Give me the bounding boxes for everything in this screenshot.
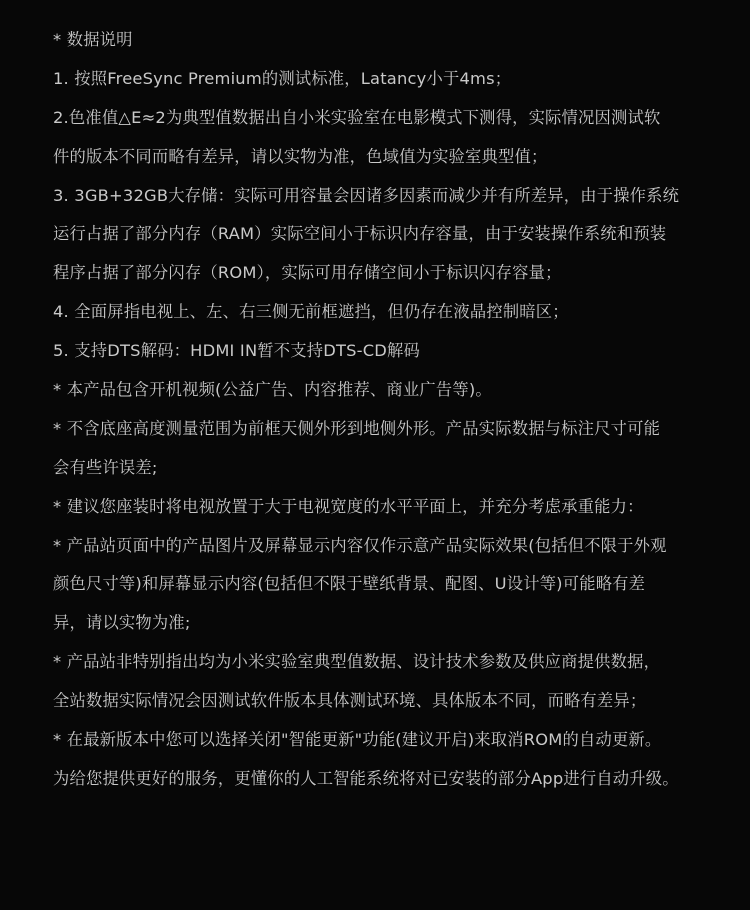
- note-line: 件的版本不同而略有差异，请以实物为准，色域值为实验室典型值；: [53, 146, 548, 166]
- note-line: 3. 3GB+32GB大存储：实际可用容量会因诸多因素而减少并有所差异，由于操作系统: [53, 185, 680, 205]
- note-line: 程序占据了部分闪存（ROM），实际可用存储空间小于标识闪存容量；: [53, 263, 562, 283]
- data-notes-document: [53, 26, 713, 804]
- note-line: 5. 支持DTS解码：HDMI IN暂不支持DTS-CD解码: [53, 341, 421, 361]
- note-line: * 产品站非特别指出均为小米实验室典型值数据、设计技术参数及供应商提供数据，: [53, 652, 661, 672]
- note-line: 4. 全面屏指电视上、左、右三侧无前框遮挡，但仍存在液晶控制暗区；: [53, 302, 569, 322]
- note-line: * 不含底座高度测量范围为前框天侧外形到地侧外形。产品实际数据与标注尺寸可能: [53, 418, 661, 438]
- note-line: 运行占据了部分内存（RAM）实际空间小于标识内存容量，由于安装操作系统和预装: [53, 224, 667, 244]
- note-line: 颜色尺寸等)和屏幕显示内容(包括但不限于壁纸背景、配图、U设计等)可能略有差: [53, 574, 646, 594]
- note-line: 会有些许误差;: [53, 457, 158, 477]
- note-line: 1. 按照FreeSync Premium的测试标准，Latancy小于4ms；: [53, 68, 512, 88]
- note-line: 为给您提供更好的服务，更懂你的人工智能系统将对已安装的部分App进行自动升级。: [53, 768, 679, 788]
- note-line: 全站数据实际情况会因测试软件版本具体测试环境、具体版本不同，而略有差异；: [53, 691, 647, 711]
- notes-heading: * 数据说明: [53, 30, 133, 49]
- note-line: * 建议您座装时将电视放置于大于电视宽度的水平平面上，并充分考虑承重能力：: [53, 496, 644, 516]
- note-line: 异，请以实物为准;: [53, 613, 191, 633]
- note-line: * 产品站页面中的产品图片及屏幕显示内容仅作示意产品实际效果(包括但不限于外观: [53, 535, 667, 555]
- note-line: 2.色准值△E≈2为典型值数据出自小米实验室在电影模式下测得，实际情况因测试软: [53, 107, 661, 127]
- note-line: * 本产品包含开机视频(公益广告、内容推荐、商业广告等)。: [53, 380, 492, 400]
- note-line: * 在最新版本中您可以选择关闭"智能更新"功能(建议开启)来取消ROM的自动更新。: [53, 730, 662, 750]
